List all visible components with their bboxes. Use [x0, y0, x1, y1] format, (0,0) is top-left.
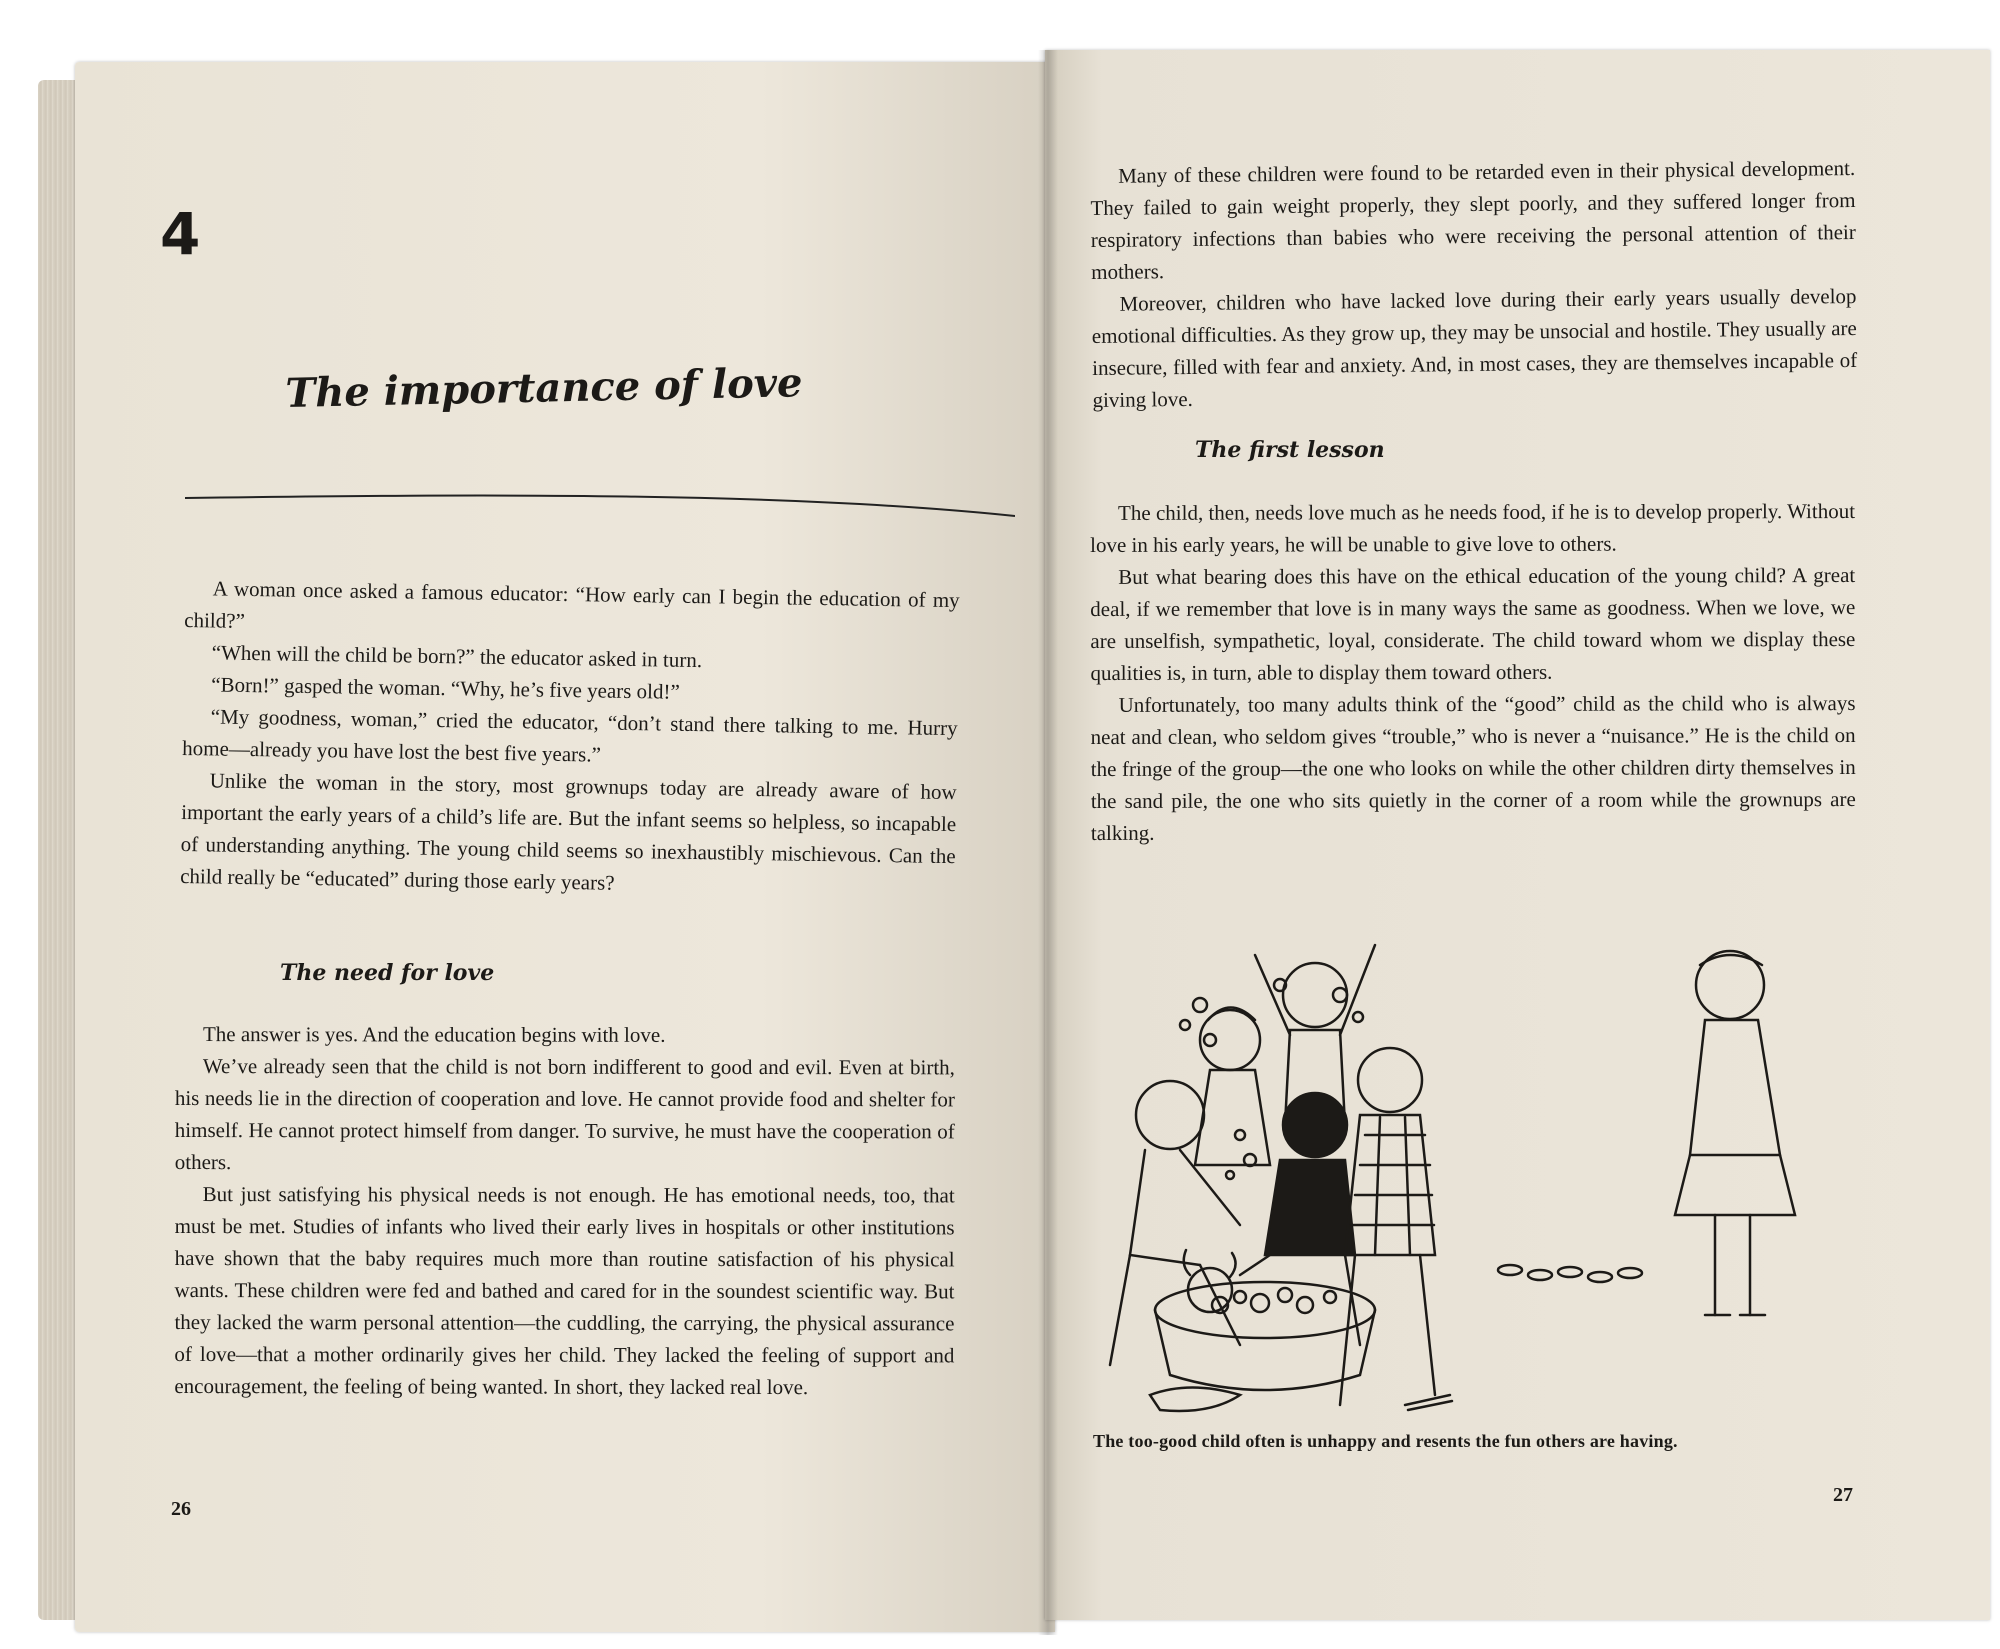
left-body-intro	[180, 572, 960, 904]
title-rule	[185, 490, 1015, 550]
book-gutter	[1038, 50, 1058, 1635]
subheading-first-lesson: The first lesson	[1195, 437, 1385, 463]
children-playing-illustration	[1090, 925, 1860, 1425]
paragraph: A woman once asked a famous educator: “How early can I begin the education of my child?”	[184, 576, 960, 633]
paragraph: Unfortunately, too many adults think of the “good” child as the child who is always neat and clean, who seldom gives “trouble,” who is never a “nuisance.” He is the child on the fringe of the group—the one who looks on while the other children dirty themselves in the sand pile, the one who sits quietly in the corner of a room while the grownups are talking.	[1090, 690, 1856, 845]
paragraph: But what bearing does this have on the ethical education of the young child? A great deal, if we remember that love is in many ways the same as goodness. When we love, we are unselfish, sympathetic, loyal, considerate. The child toward whom we display these qualities is, in turn, able to display them toward others.	[1090, 562, 1856, 685]
right-body-intro	[1090, 152, 1858, 416]
paragraph: “Born!” gasped the woman. “Why, he’s five years old!”	[211, 672, 681, 704]
paragraph: We’ve already seen that the child is not born indifferent to good and evil. Even at birth, his needs lie in the direction of cooperation and love. He cannot provide food and shelter for himself. He cannot protect himself from danger. To survive, he must have the cooperation of others.	[174, 1054, 955, 1175]
chapter-number: 4	[160, 200, 201, 268]
illustration-caption: The too-good child often is unhappy and resents the fun others are having.	[1093, 1431, 1678, 1451]
paragraph: “When will the child be born?” the educator asked in turn.	[211, 640, 703, 673]
paragraph: Many of these children were found to be retarded even in their physical development. They failed to gain weight properly, they slept poorly, and they suffered longer from respiratory infections than babies who were receiving the personal attention of their mothers.	[1090, 155, 1856, 284]
paragraph: Unlike the woman in the story, most grownups today are already aware of how important the early years of a child’s life are. But the infant seems so helpless, so incapable of understanding anything. The young child seems so inexhaustibly mischievous. Can the child really be “educated” during those early years?	[180, 768, 957, 895]
subheading-need-for-love: The need for love	[280, 960, 495, 986]
page-number-right: 27	[1833, 1484, 1853, 1506]
page-number-left: 26	[171, 1498, 191, 1520]
paragraph: But just satisfying his physical needs is not enough. He has emotional needs, too, that must be met. Studies of infants who lived their early lives in hospitals or other institutions have shown that the baby requires much more than routine satisfaction of his physical wants. These children were fed and bathed and cared for in the soundest scientific way. But they lacked the warm personal attention—the cuddling, the carrying, the physical assurance of love—that a mother ordinarily gives her child. They lacked the feeling of support and encouragement, the feeling of being wanted. In short, they lacked real love.	[174, 1182, 955, 1400]
left-body-need	[174, 1018, 955, 1403]
right-body-lesson	[1090, 495, 1856, 849]
paragraph: “My goodness, woman,” cried the educator, “don’t stand there talking to me. Hurry home—already you have lost the best five years.”	[182, 704, 958, 767]
paragraph: The child, then, needs love much as he needs food, if he is to develop properly. Without love in his early years, he will be unable to give love to others.	[1090, 498, 1856, 557]
chapter-title: The importance of love	[285, 359, 803, 417]
paragraph: Moreover, children who have lacked love during their early years usually develop emotional difficulties. As they grow up, they may be unsocial and hostile. They usually are insecure, filled with fear and anxiety. And, in most cases, they are themselves incapable of giving love.	[1091, 283, 1858, 412]
paragraph: The answer is yes. And the education begins with love.	[202, 1022, 666, 1047]
